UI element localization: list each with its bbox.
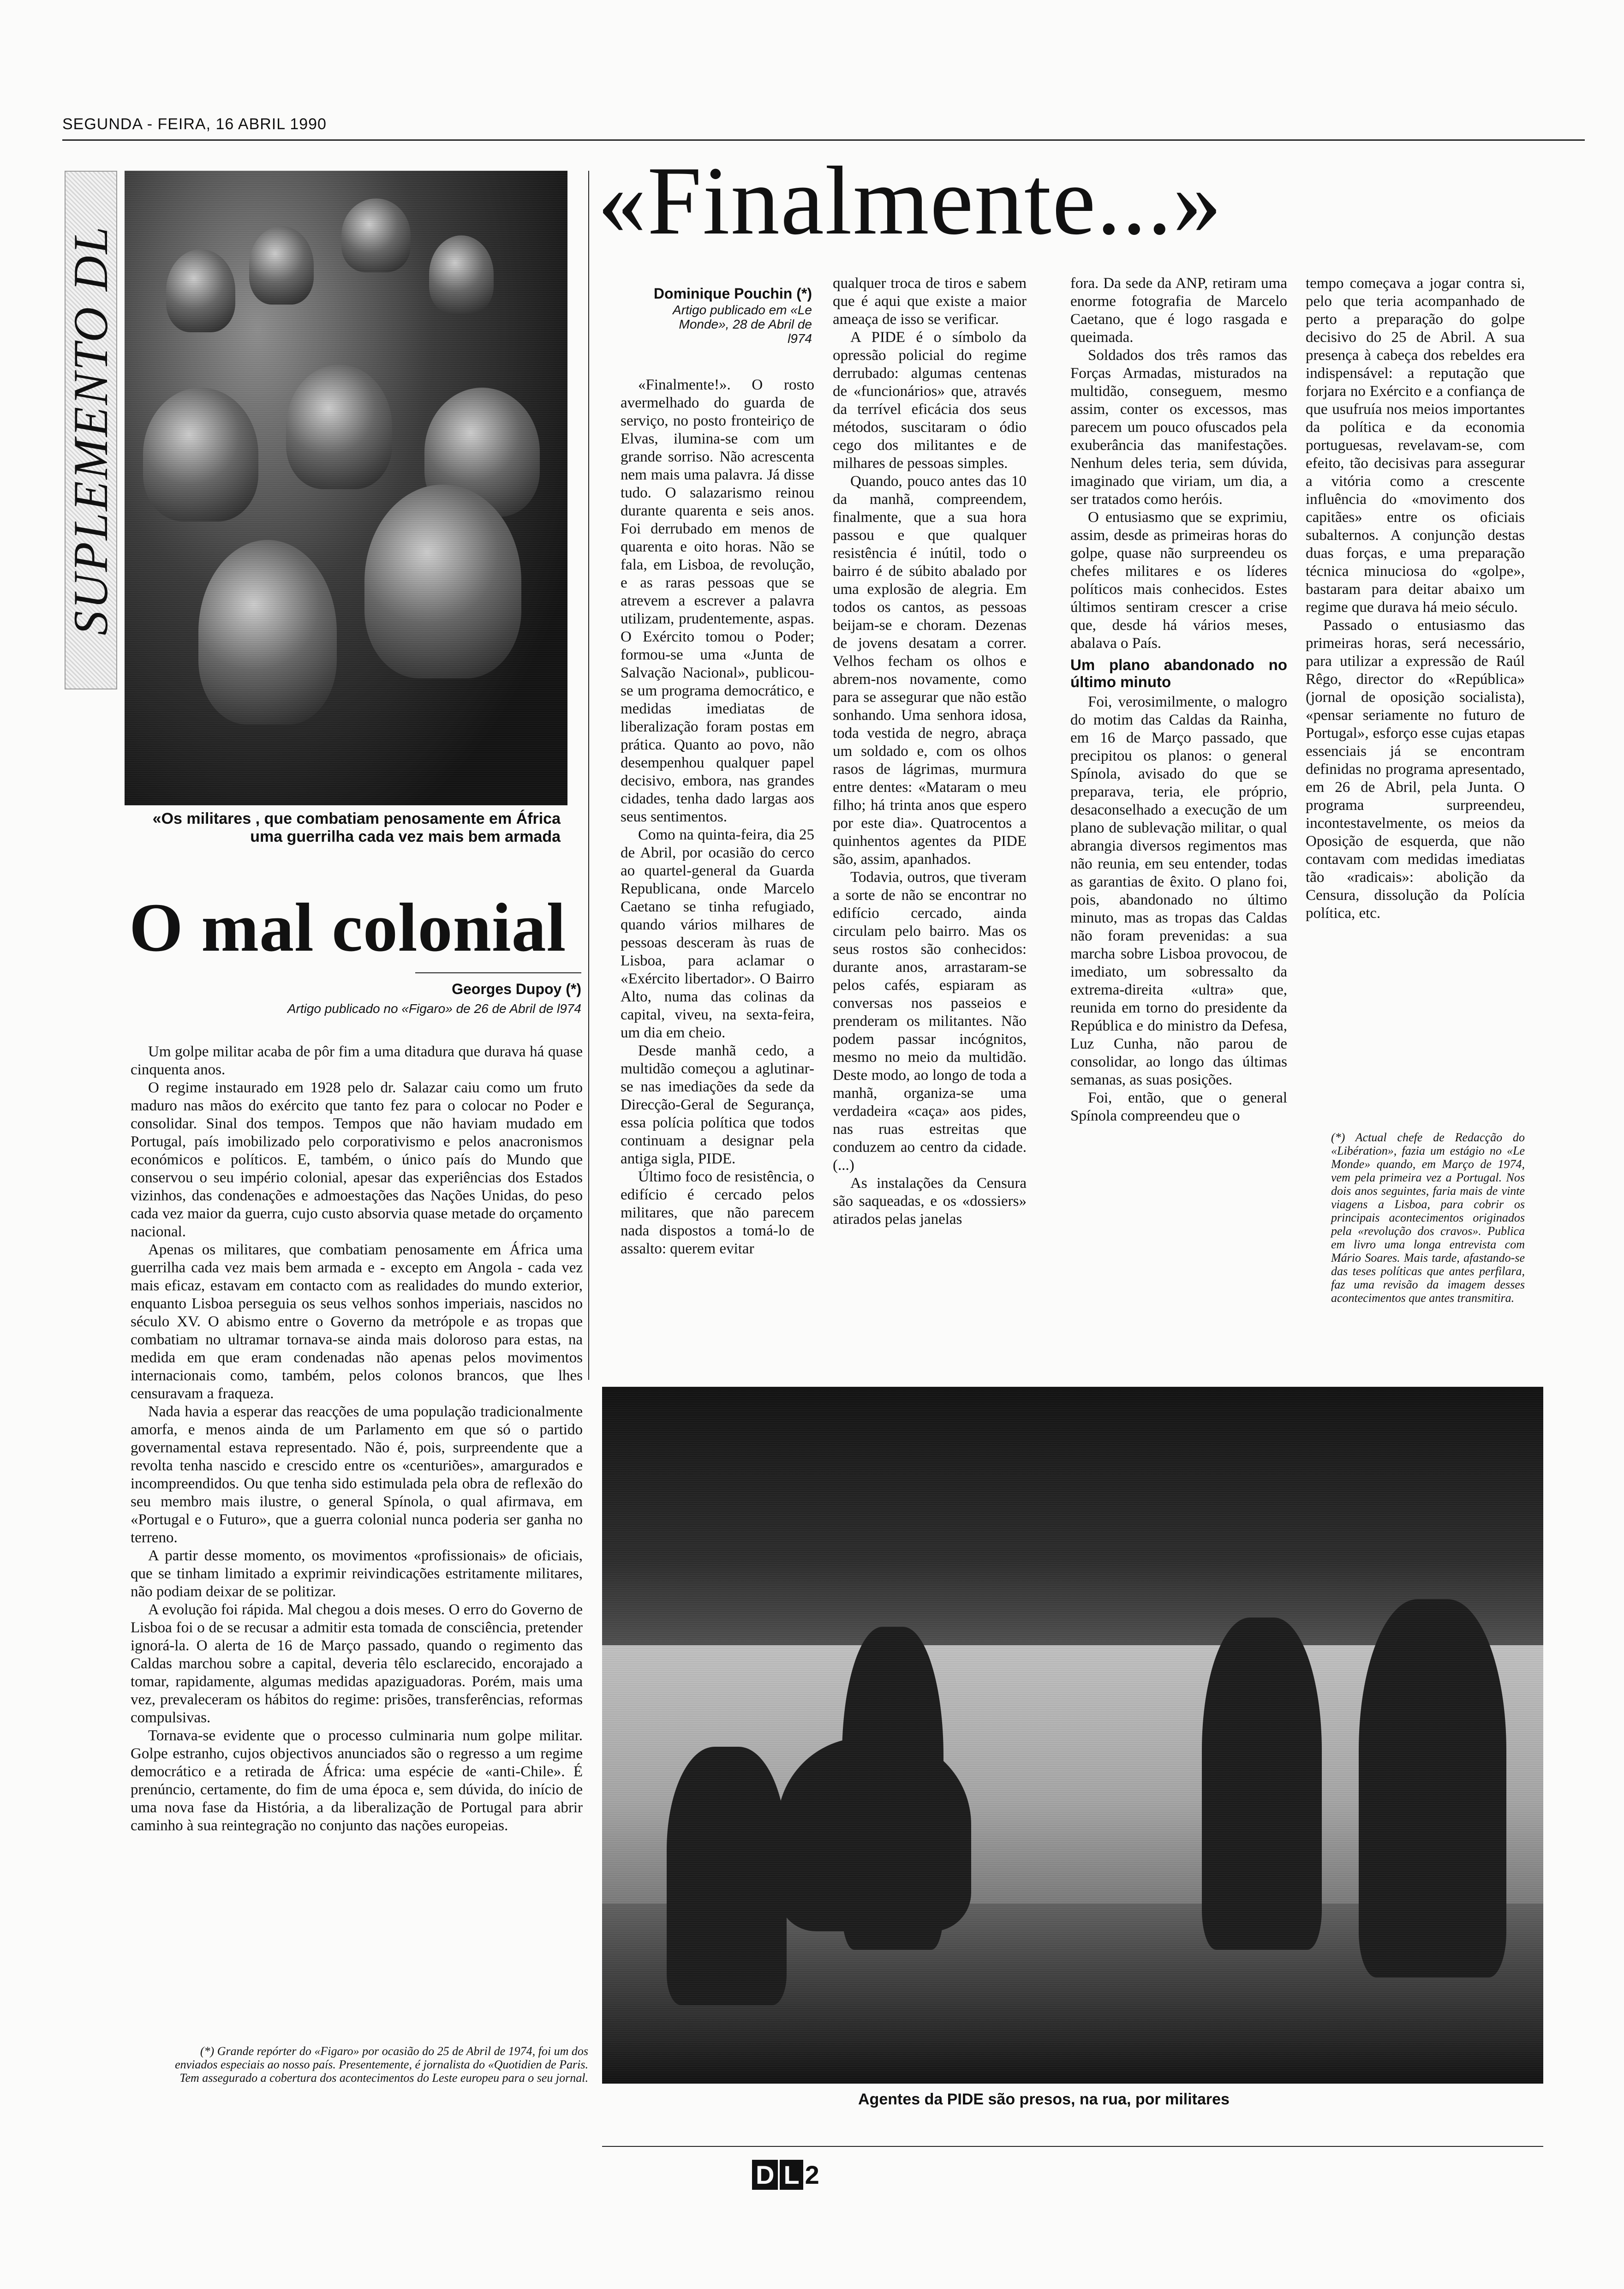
paragraph: Passado o entusiasmo das primeiras horas, será necessário, para utilizar a expressão de Raúl Rêgo, director do «República» (jornal de oposição socialista), «pensar seriamente no futuro de Portugal», esforço esse cujas etapas essenciais já se encontram definidas no programa apresentado, em 26 de Abril, pela Junta. O programa surpreendeu, incontestavelmente, os meios da Oposição de esquerda, que não contavam com medidas imediatas tão «radicais»: abolição da Censura, dissolução da Polícia política, etc. — [1306, 617, 1525, 922]
paragraph: qualquer troca de tiros e sabem que é aqui que existe a maior ameaça de isso se verificar. — [833, 275, 1027, 328]
paragraph: Nada havia a esperar das reacções de uma população tradicionalmente amorfa, e menos ainda de um Parlamento em que só o partido governamental estava representado. Não é, pois, surpreendente que a revolta tenha nascido e crescido entre os «centuriões», amargurados e incompreendidos. Ou que tenha sido estimulada pela obra de reflexão do seu membro mais ilustre, o general Spínola, o qual afirmava, em «Portugal e o Futuro», que a guerra colonial nunca poderia ser ganha no terreno. — [131, 1403, 583, 1546]
soldier-figure — [249, 226, 314, 305]
logo-letter: L — [780, 2160, 803, 2190]
paragraph: Soldados dos três ramos das Forças Armadas, misturados na multidão, conseguem, mesmo assim, conter os excessos, mas parecem um pouco ofuscados pela exuberância das manifestações. Nenhum deles teria, sem dúvida, imaginado que viriam, um dia, a ser tratados como heróis. — [1070, 347, 1287, 508]
soldier-figure — [424, 388, 540, 517]
right-article-column-4 — [1306, 275, 1525, 1119]
soldier-figure — [364, 485, 521, 678]
left-byline-rule — [415, 972, 581, 973]
paragraph: Todavia, outros, que tiveram a sorte de não se encontrar no edifício cercado, ainda circulam pelo bairro. Mas os seus rostos são conhecidos: durante anos, arrastaram-se pelos cafés, espiaram as conversas nos passeios e prenderam os militantes. Não podem passar incógnitos, mesmo no meio da multidão. Deste modo, ao longo de toda a manhã, organiza-se uma verdadeira «caça» aos pides, nas ruas estreitas que conduzem ao centro da cidade. (...) — [833, 869, 1027, 1174]
subheadline: Um plano abandonado no último minuto — [1070, 656, 1287, 690]
arrested-agent-figure — [842, 1627, 943, 1950]
soldier-figure — [143, 388, 258, 521]
pide-arrest-photo — [602, 1387, 1543, 2084]
soldier-figure — [429, 235, 494, 314]
paragraph: Um golpe militar acaba de pôr fim a uma ditadura que durava há quase cinquenta anos. — [131, 1043, 583, 1078]
footer-logo — [752, 2160, 819, 2190]
vertical-divider — [588, 171, 589, 1380]
wall — [602, 1645, 1543, 1904]
paragraph: A PIDE é o símbolo da opressão policial do regime derrubado: algumas centenas de «funcionários» que, através da terrível eficácia dos seus métodos, suscitaram o ódio cego dos militantes e de milhares de pessoas simples. — [833, 329, 1027, 472]
paragraph: Tornava-se evidente que o processo culminaria num golpe militar. Golpe estranho, cujos objectivos anunciados são o regresso a um regime democrático e a retirada de África: uma espécie de «anti-Chile». É prenúncio, certamente, do fim de uma época e, sem dúvida, do início de uma nova fase da História, a da liberalização de Portugal para abrir caminho à sua reintegração no conjunto das nações europeias. — [131, 1727, 583, 1834]
right-article-footnote: (*) Actual chefe de Redacção do «Libération», fazia um estágio no «Le Monde» quando, em Março de 1974, vem pela primeira vez a Portugal. Nos dois anos seguintes, faria mais de vinte viagens a Lisboa, para cobrir os principais acontecimentos originados pela «revolução dos cravos». Publica em livro uma longa entrevista com Mário Soares. Mais tarde, afastando-se das teses políticas que antes perfilara, faz uma revisão da imagem desses acontecimentos que antes transmitira. — [1331, 1131, 1525, 1305]
paragraph: Foi, verosimilmente, o malogro do motim das Caldas da Rainha, em 16 de Março passado, que precipitou os planos: o general Spínola, avisado do que se preparava, teria, ele próprio, desaconselhado a execução de um plano de sublevação militar, o qual abrangia diversos regimentos mas não reunia, em seu entender, todas as garantias de êxito. O plano foi, pois, abandonado no último minuto, mas as tropas das Caldas não foram prevenidas: a sua marcha sobre Lisboa provocou, de imediato, um sobressalto da extrema-direita «ultra» que, reunida em torno do presidente da República e do ministro da Defesa, Luz Cunha, não parou de consolidar, ao longo das últimas semanas, as suas posições. — [1070, 694, 1287, 1088]
logo-letter: D — [752, 2160, 778, 2190]
left-article-footnote: (*) Grande repórter do «Figaro» por ocasião do 25 de Abril de 1974, foi um dos enviados especiais ao nosso país. Presentemente, é jornalista do «Quotidien de Paris. Tem assegurado a cobertura dos acontecimentos do Leste europeu para o seu jornal. — [175, 2044, 588, 2085]
section-side-label — [65, 171, 117, 689]
paragraph: Apenas os militares, que combatiam penosamente em África uma guerrilha cada vez mais bem armada e - excepto em Angola - cada vez mais eficaz, estavam em contacto com as realidades do mundo exterior, enquanto Lisboa perseguia os seus velhos sonhos imperiais, nascidos no século XV. O abismo entre o Governo da metrópole e as tropas que combatiam no ultramar tornava-se ainda mais doloroso para estas, na medida em que eram condenadas não apenas pelos movimentos internacionais como, também, pelos colonos brancos, que lhes censuravam a fraqueza. — [131, 1241, 583, 1402]
arrested-agent-figure — [1202, 1618, 1322, 1950]
soldier-figure — [777, 1738, 971, 1931]
left-article-byline: Georges Dupoy (*) — [452, 981, 581, 997]
header-rule — [62, 139, 1585, 141]
paragraph: O regime instaurado em 1928 pelo dr. Salazar caiu como um fruto maduro nas mãos do exército que tanto fez para o colocar no Poder e consolidar. Sinal dos tempos. Tempos que não haviam mudado em Portugal, país imobilizado pelo corporativismo e pelos anacronismos económicos e políticos. E, também, o único país do Mundo que conservou o seu império colonial, apesar das experiências dos Estados vizinhos, das condenações e admoestações das Nações Unidas, do peso cada vez maior da guerra, cujo custo absorvia quase metade do orçamento nacional. — [131, 1079, 583, 1240]
paragraph: Último foco de resistência, o edifício é cercado pelos militares, que não parecem nada dispostos a tomá-lo de assalto: querem evitar — [621, 1168, 814, 1257]
paragraph: Foi, então, que o general Spínola compreendeu que o — [1070, 1090, 1287, 1124]
left-article-headline: O mal colonial — [129, 889, 567, 966]
paragraph: «Finalmente!». O rosto avermelhado do guarda de serviço, no posto fronteiriço de Elvas, ilumina-se com um grande sorriso. Não acrescenta nem mais uma palavra. Já disse tudo. O salazarismo reinou durante quarenta e seis anos. Foi derrubado em menos de quarenta e oito horas. Não se fala, em Lisboa, de revolução, e as raras pessoas que se atrevem a escrever a palavra utilizam, prudentemente, aspas. O Exército tomou o Poder; formou-se uma «Junta de Salvação Nacional», publicou-se um programa democrático, e medidas imediatas de liberalização foram postas em prática. Quanto ao povo, não desempenhou qualquer papel decisivo, embora, nas grandes cidades, tenha dado largas aos seus sentimentos. — [621, 377, 814, 825]
left-article-source: Artigo publicado no «Figaro» de 26 de Abril de l974 — [287, 1001, 581, 1016]
paragraph: A evolução foi rápida. Mal chegou a dois meses. O erro do Governo de Lisboa foi o de se recusar a admitir esta tomada de consciência, pretender ignorá-la. O alerta de 16 de Março passado, quando o regimento das Caldas marchou sobre a capital, deveria têlo esclarecido, encorajado a tomar, rapidamente, algumas medidas apaziguadoras. Porém, mais uma vez, prevaleceram os hábitos do regime: prisões, transferências, reformas compulsivas. — [131, 1601, 583, 1726]
soldier-figure — [1359, 1599, 1506, 1977]
soldier-figure — [667, 1747, 787, 2005]
paragraph: As instalações da Censura são saqueadas, e os «dossiers» atirados pelas janelas — [833, 1175, 1027, 1228]
right-article-column-3 — [1070, 275, 1287, 1378]
right-article-column-1 — [621, 376, 814, 1378]
paragraph: Quando, pouco antes das 10 da manhã, compreendem, finalmente, que a sua hora passou e que qualquer resistência é inútil, todo o bairro é de súbito abalado por uma explosão de alegria. Em todos os cantos, as pessoas beijam-se e choram. Dezenas de jovens desatam a correr. Velhos fecham os olhos e abrem-nos novamente, como para se assegurar que não estão sonhando. Uma senhora idosa, toda vestida de negro, abraça um soldado e, com os olhos rasos de lágrimas, murmura entre dentes: «Mataram o meu filho; há trinta anos que espero por este dia». Quatrocentos a quinhentos agentes da PIDE são, assim, apanhados. — [833, 473, 1027, 868]
soldiers-photo — [125, 171, 567, 805]
soldier-figure — [341, 198, 411, 272]
paragraph: tempo começava a jogar contra si, pelo que teria acompanhado de perto a preparação do golpe decisivo do 25 de Abril. A sua presença à cabeça dos rebeldes era indispensável: a reputação que forjara no Exército e a confiança de que usufruía nos meios importantes da política e da economia portuguesas, revelavam-se, com efeito, tão decisivas para assegurar a vitória como a crescente influência do «movimento dos capitães» entre os oficiais subalternos. A conjunção destas duas forças, e uma preparação técnica minuciosa do «golpe», bastaram para deitar abaixo um regime que durava há meio século. — [1306, 275, 1525, 616]
right-article-byline: Dominique Pouchin (*) — [653, 285, 812, 302]
left-article-body — [131, 1043, 583, 2031]
page-number: 2 — [805, 2160, 819, 2189]
right-article-source: Artigo publicado em «Le Monde», 28 de Abril de l974 — [673, 303, 812, 346]
soldier-figure — [198, 540, 337, 725]
main-headline: «Finalmente...» — [597, 146, 1223, 255]
paragraph: fora. Da sede da ANP, retiram uma enorme fotografia de Marcelo Caetano, que é logo rasgada e queimada. — [1070, 275, 1287, 346]
dateline: SEGUNDA - FEIRA, 16 ABRIL 1990 — [62, 115, 327, 133]
pide-arrest-photo-caption: Agentes da PIDE são presos, na rua, por militares — [858, 2091, 1230, 2108]
soldiers-photo-caption: «Os militares , que combatiam penosamente em África uma guerrilha cada vez mais bem armada — [152, 810, 561, 845]
section-side-label-text: SUPLEMENTO DL — [64, 225, 118, 635]
soldier-figure — [166, 249, 235, 332]
paragraph: A partir desse momento, os movimentos «profissionais» de oficiais, que se tinham limitado a exprimir reivindicações estritamente militares, não podiam deixar de se politizar. — [131, 1547, 583, 1600]
right-article-column-2 — [833, 275, 1027, 1378]
footer-rule — [602, 2146, 1543, 2147]
paragraph: Desde manhã cedo, a multidão começou a aglutinar-se nas imediações da sede da Direcção-Geral de Segurança, essa polícia política que todos continuam a designar pela antiga sigla, PIDE. — [621, 1043, 814, 1167]
paragraph: O entusiasmo que se exprimiu, assim, desde as primeiras horas do golpe, quase não surpreendeu os chefes militares e os líderes políticos mais conhecidos. Estes últimos sentiram crescer a crise que, desde há vários meses, abalava o País. — [1070, 509, 1287, 652]
soldier-figure — [286, 365, 392, 489]
paragraph: Como na quinta-feira, dia 25 de Abril, por ocasião do cerco ao quartel-general da Guarda Republicana, onde Marcelo Caetano se tinha refugiado, quando vários milhares de pessoas desceram às ruas de Lisboa, para aclamar o «Exército libertador». O Bairro Alto, numa das colinas da capital, viveu, na sexta-feira, um dia em cheio. — [621, 827, 814, 1041]
